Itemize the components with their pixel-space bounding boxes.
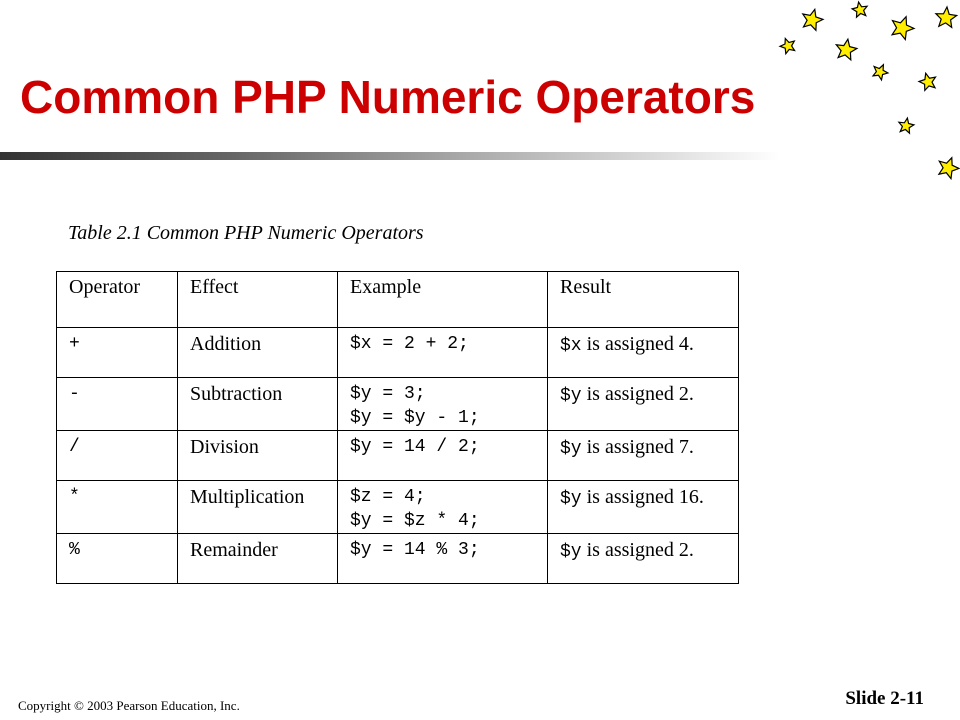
stars-decoration [760,0,960,200]
result-variable: $y [560,542,582,562]
star-icon-group [780,2,959,179]
operator-cell: + [57,328,178,378]
example-cell [338,431,548,481]
star-icon [780,39,795,54]
result-text: is assigned [581,539,679,561]
operator-cell: * [57,481,178,534]
example-cell [338,481,548,534]
star-icon [919,73,936,90]
table-row [57,534,739,584]
star-icon [803,9,823,30]
table-body [57,328,739,584]
table-row [57,431,739,481]
result-cell [548,534,739,584]
effect-cell: Subtraction [178,378,338,431]
result-cell [548,378,739,431]
star-icon [899,118,914,133]
star-icon [836,39,857,60]
result-value: 16. [678,486,704,508]
header-example: Example [338,272,548,328]
slide-title: Common PHP Numeric Operators [20,71,756,123]
operator-cell: / [57,431,178,481]
result-text: is assigned [581,486,679,508]
result-value: 4. [678,333,694,355]
header-result: Result [548,272,739,328]
star-icon [852,2,867,17]
example-code-line: $y = $z * 4; [350,511,480,531]
example-code-line: $y = $y - 1; [350,408,480,428]
footer-copyright: Copyright © 2003 Pearson Education, Inc. [18,698,240,713]
result-variable: $y [560,489,582,509]
table-header-row [57,272,739,328]
star-icon [873,65,888,80]
table-row [57,481,739,534]
result-variable: $x [560,336,582,356]
operators-table [56,271,739,584]
result-value: 2. [678,383,694,405]
star-icon [936,7,957,27]
result-cell [548,328,739,378]
example-code-line: $y = 3; [350,384,426,404]
result-text: is assigned [581,333,679,355]
example-cell [338,378,548,431]
result-variable: $y [560,386,582,406]
result-cell [548,481,739,534]
effect-cell: Remainder [178,534,338,584]
title-underline-bar [0,152,780,160]
slide-number: Slide 2-11 [845,688,924,709]
example-cell [338,534,548,584]
result-cell [548,431,739,481]
star-icon [892,17,914,40]
result-value: 7. [678,436,694,458]
table-caption: Table 2.1 Common PHP Numeric Operators [68,222,424,244]
header-effect: Effect [178,272,338,328]
operator-cell: - [57,378,178,431]
table-row [57,378,739,431]
result-text: is assigned [581,436,679,458]
effect-cell: Addition [178,328,338,378]
header-operator: Operator [57,272,178,328]
result-text: is assigned [581,383,679,405]
operator-cell: % [57,534,178,584]
result-value: 2. [678,539,694,561]
star-icon [939,158,959,179]
effect-cell: Division [178,431,338,481]
result-variable: $y [560,439,582,459]
example-code-line: $y = 14 % 3; [350,540,480,560]
example-code-line: $z = 4; [350,487,426,507]
example-code-line: $x = 2 + 2; [350,334,469,354]
example-code-line: $y = 14 / 2; [350,437,480,457]
effect-cell: Multiplication [178,481,338,534]
table-row [57,328,739,378]
example-cell [338,328,548,378]
